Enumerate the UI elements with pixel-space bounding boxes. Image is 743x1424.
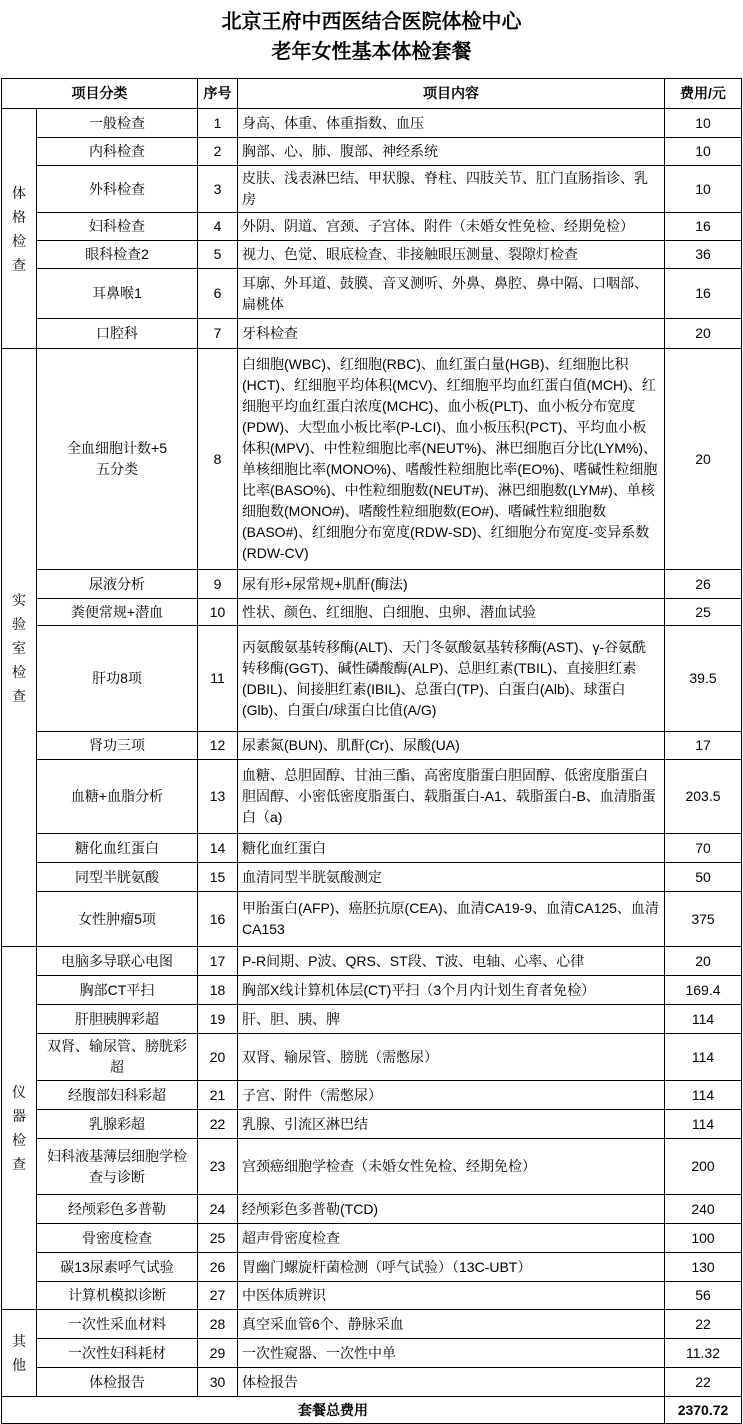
item-content: 白细胞(WBC)、红细胞(RBC)、血红蛋白量(HGB)、红细胞比积(HCT)、红细胞平均体积(MCV)、红细胞平均血红蛋白值(MCH)、红细胞平均血红蛋白浓度(MCHC)、血小板(PLT)、血小板分布宽度(PDW)、大型血小板比率(P-LCI)、血小板压积(PCT)、平均血小板体积(MPV)、中性粒细胞比率(NEUT%)、淋巴细胞百分比(LYM%)、单核细胞比率(MONO%)、嗜酸性粒细胞比率(EO%)、嗜碱性粒细胞比率(BASO%)、中性粒细胞数(NEUT#)、淋巴细胞数(LYM#)、单核细胞数(MONO#)、嗜酸性粒细胞数(EO#)、嗜碱性粒细胞数(BASO#)、红细胞分布宽度(RDW-SD)、红细胞分布宽度-变异系数(RDW-CV)	[238, 349, 665, 570]
item-content: 身高、体重、体重指数、血压	[238, 109, 665, 138]
item-number: 16	[198, 892, 238, 947]
item-content: P-R间期、P波、QRS、ST段、T波、电轴、心率、心律	[238, 947, 665, 976]
table-row	[2, 109, 742, 138]
item-number: 27	[198, 1282, 238, 1310]
item-number: 22	[198, 1110, 238, 1139]
item-fee: 56	[665, 1282, 742, 1310]
group-label: 体格检查	[12, 184, 26, 273]
item-category: 同型半胱氨酸	[37, 863, 198, 892]
item-category: 血糖+血脂分析	[37, 760, 198, 834]
item-fee: 70	[665, 834, 742, 863]
title-line-1: 北京王府中西医结合医院体检中心	[221, 11, 522, 33]
item-category: 女性肿瘤5项	[37, 892, 198, 947]
table-row	[2, 1081, 742, 1110]
item-content: 糖化血红蛋白	[238, 834, 665, 863]
item-fee: 114	[665, 1110, 742, 1139]
item-content: 皮肤、浅表淋巴结、甲状腺、脊柱、四肢关节、肛门直肠指诊、乳房	[238, 166, 665, 213]
table-row	[2, 138, 742, 166]
item-content: 子宫、附件（需憋尿）	[238, 1081, 665, 1110]
table-row	[2, 976, 742, 1005]
item-category: 一次性妇科耗材	[37, 1339, 198, 1368]
item-content: 经颅彩色多普勒(TCD)	[238, 1195, 665, 1224]
item-category: 经腹部妇科彩超	[37, 1081, 198, 1110]
item-category: 糖化血红蛋白	[37, 834, 198, 863]
table-row	[2, 213, 742, 241]
item-category: 内科检查	[37, 138, 198, 166]
header-fee: 费用/元	[665, 79, 742, 109]
table-row	[2, 626, 742, 732]
table-row	[2, 892, 742, 947]
table-row	[2, 1253, 742, 1282]
item-category: 口腔科	[37, 319, 198, 349]
item-number: 25	[198, 1224, 238, 1253]
item-number: 5	[198, 241, 238, 269]
item-fee: 20	[665, 319, 742, 349]
item-category: 妇科检查	[37, 213, 198, 241]
page-title	[0, 7, 743, 67]
table-row	[2, 349, 742, 570]
item-number: 28	[198, 1310, 238, 1339]
item-category: 全血细胞计数+5 五分类	[37, 349, 198, 570]
item-category: 体检报告	[37, 1368, 198, 1397]
item-content: 体检报告	[238, 1368, 665, 1397]
table-row	[2, 269, 742, 319]
item-content: 血清同型半胱氨酸测定	[238, 863, 665, 892]
item-fee: 375	[665, 892, 742, 947]
item-number: 12	[198, 732, 238, 760]
item-number: 13	[198, 760, 238, 834]
item-content: 胸部、心、肺、腹部、神经系统	[238, 138, 665, 166]
total-fee: 2370.72	[665, 1397, 742, 1424]
item-fee: 50	[665, 863, 742, 892]
table-row	[2, 1139, 742, 1195]
item-number: 4	[198, 213, 238, 241]
item-content: 一次性窥器、一次性中单	[238, 1339, 665, 1368]
table-row	[2, 834, 742, 863]
item-number: 21	[198, 1081, 238, 1110]
table-row	[2, 863, 742, 892]
item-category: 肝功8项	[37, 626, 198, 732]
table-row	[2, 1110, 742, 1139]
item-number: 3	[198, 166, 238, 213]
item-fee: 22	[665, 1368, 742, 1397]
table-row	[2, 241, 742, 269]
item-category: 碳13尿素呼气试验	[37, 1253, 198, 1282]
item-content: 牙科检查	[238, 319, 665, 349]
item-number: 18	[198, 976, 238, 1005]
table-row	[2, 599, 742, 626]
table-row	[2, 570, 742, 599]
item-number: 11	[198, 626, 238, 732]
table-row	[2, 1339, 742, 1368]
item-content: 超声骨密度检查	[238, 1224, 665, 1253]
item-content: 外阴、阴道、宫颈、子宫体、附件（未婚女性免检、经期免检）	[238, 213, 665, 241]
table-row	[2, 760, 742, 834]
item-content: 肝、胆、胰、脾	[238, 1005, 665, 1034]
group-cell-laboratory	[2, 349, 37, 947]
item-number: 1	[198, 109, 238, 138]
group-cell-other	[2, 1310, 37, 1397]
item-content: 宫颈癌细胞学检查（未婚女性免检、经期免检）	[238, 1139, 665, 1195]
table-row	[2, 1282, 742, 1310]
item-content: 中医体质辨识	[238, 1282, 665, 1310]
group-cell-physical	[2, 109, 37, 349]
item-number: 29	[198, 1339, 238, 1368]
item-content: 丙氨酸氨基转移酶(ALT)、天门冬氨酸氨基转移酶(AST)、γ-谷氨酰转移酶(GGT)、碱性磷酸酶(ALP)、总胆红素(TBIL)、直接胆红素(DBIL)、间接胆红素(IBIL)、总蛋白(TP)、白蛋白(Alb)、球蛋白(Glb)、白蛋白/球蛋白比值(A/G)	[238, 626, 665, 732]
item-fee: 11.32	[665, 1339, 742, 1368]
item-content: 耳廓、外耳道、鼓膜、音叉测听、外鼻、鼻腔、鼻中隔、口咽部、扁桃体	[238, 269, 665, 319]
item-category: 肾功三项	[37, 732, 198, 760]
item-category: 乳腺彩超	[37, 1110, 198, 1139]
item-category: 胸部CT平扫	[37, 976, 198, 1005]
header-seq: 序号	[198, 79, 238, 109]
item-category: 电脑多导联心电图	[37, 947, 198, 976]
header-content: 项目内容	[238, 79, 665, 109]
item-number: 30	[198, 1368, 238, 1397]
item-number: 24	[198, 1195, 238, 1224]
item-fee: 240	[665, 1195, 742, 1224]
item-number: 14	[198, 834, 238, 863]
table-row	[2, 732, 742, 760]
item-content: 性状、颜色、红细胞、白细胞、虫卵、潜血试验	[238, 599, 665, 626]
item-fee: 100	[665, 1224, 742, 1253]
item-number: 7	[198, 319, 238, 349]
item-number: 19	[198, 1005, 238, 1034]
table-row	[2, 1224, 742, 1253]
item-fee: 39.5	[665, 626, 742, 732]
item-fee: 10	[665, 138, 742, 166]
item-category: 耳鼻喉1	[37, 269, 198, 319]
group-label: 仪器检查	[12, 1084, 26, 1172]
item-fee: 16	[665, 269, 742, 319]
table-row	[2, 1005, 742, 1034]
item-category: 计算机模拟诊断	[37, 1282, 198, 1310]
item-fee: 17	[665, 732, 742, 760]
item-content: 胸部X线计算机体层(CT)平扫（3个月内计划生育者免检）	[238, 976, 665, 1005]
item-fee: 114	[665, 1034, 742, 1081]
item-fee: 25	[665, 599, 742, 626]
item-content: 尿有形+尿常规+肌酐(酶法)	[238, 570, 665, 599]
table-header-row	[2, 79, 742, 109]
item-category: 眼科检查2	[37, 241, 198, 269]
item-content: 尿素氮(BUN)、肌酐(Cr)、尿酸(UA)	[238, 732, 665, 760]
item-category: 粪便常规+潜血	[37, 599, 198, 626]
table-row	[2, 947, 742, 976]
item-content: 视力、色觉、眼底检查、非接触眼压测量、裂隙灯检查	[238, 241, 665, 269]
item-number: 20	[198, 1034, 238, 1081]
item-fee: 20	[665, 947, 742, 976]
item-fee: 10	[665, 109, 742, 138]
item-category: 尿液分析	[37, 570, 198, 599]
item-category: 双肾、输尿管、膀胱彩超	[37, 1034, 198, 1081]
item-fee: 114	[665, 1081, 742, 1110]
checkup-package-table	[1, 78, 742, 1424]
item-fee: 20	[665, 349, 742, 570]
item-number: 26	[198, 1253, 238, 1282]
item-number: 8	[198, 349, 238, 570]
table-row	[2, 1034, 742, 1081]
item-number: 23	[198, 1139, 238, 1195]
total-row	[2, 1397, 742, 1424]
table-row	[2, 166, 742, 213]
item-content: 真空采血管6个、静脉采血	[238, 1310, 665, 1339]
item-fee: 114	[665, 1005, 742, 1034]
item-number: 17	[198, 947, 238, 976]
item-fee: 26	[665, 570, 742, 599]
table-row	[2, 1195, 742, 1224]
item-content: 乳腺、引流区淋巴结	[238, 1110, 665, 1139]
item-category: 一般检查	[37, 109, 198, 138]
item-category: 骨密度检查	[37, 1224, 198, 1253]
item-fee: 203.5	[665, 760, 742, 834]
item-content: 甲胎蛋白(AFP)、癌胚抗原(CEA)、血清CA19-9、血清CA125、血清CA153	[238, 892, 665, 947]
group-label: 其他	[12, 1333, 26, 1373]
item-category: 外科检查	[37, 166, 198, 213]
group-cell-instrument	[2, 947, 37, 1310]
table-row	[2, 1368, 742, 1397]
item-category: 肝胆胰脾彩超	[37, 1005, 198, 1034]
title-line-2: 老年女性基本体检套餐	[271, 41, 472, 63]
group-label: 实验室检查	[12, 591, 26, 704]
item-fee: 130	[665, 1253, 742, 1282]
header-category: 项目分类	[2, 79, 198, 109]
item-fee: 36	[665, 241, 742, 269]
item-content: 双肾、输尿管、膀胱（需憋尿）	[238, 1034, 665, 1081]
item-fee: 22	[665, 1310, 742, 1339]
item-number: 15	[198, 863, 238, 892]
item-number: 6	[198, 269, 238, 319]
item-number: 10	[198, 599, 238, 626]
table-row	[2, 319, 742, 349]
item-content: 胃幽门螺旋杆菌检测（呼气试验）（13C-UBT）	[238, 1253, 665, 1282]
item-number: 2	[198, 138, 238, 166]
item-content: 血糖、总胆固醇、甘油三酯、高密度脂蛋白胆固醇、低密度脂蛋白胆固醇、小密低密度脂蛋白、载脂蛋白-A1、载脂蛋白-B、血清脂蛋白（a)	[238, 760, 665, 834]
item-fee: 10	[665, 166, 742, 213]
item-number: 9	[198, 570, 238, 599]
item-category: 一次性采血材料	[37, 1310, 198, 1339]
item-fee: 16	[665, 213, 742, 241]
item-category: 经颅彩色多普勒	[37, 1195, 198, 1224]
table-row	[2, 1310, 742, 1339]
item-category: 妇科液基薄层细胞学检查与诊断	[37, 1139, 198, 1195]
item-fee: 169.4	[665, 976, 742, 1005]
total-label: 套餐总费用	[2, 1397, 665, 1424]
item-fee: 200	[665, 1139, 742, 1195]
